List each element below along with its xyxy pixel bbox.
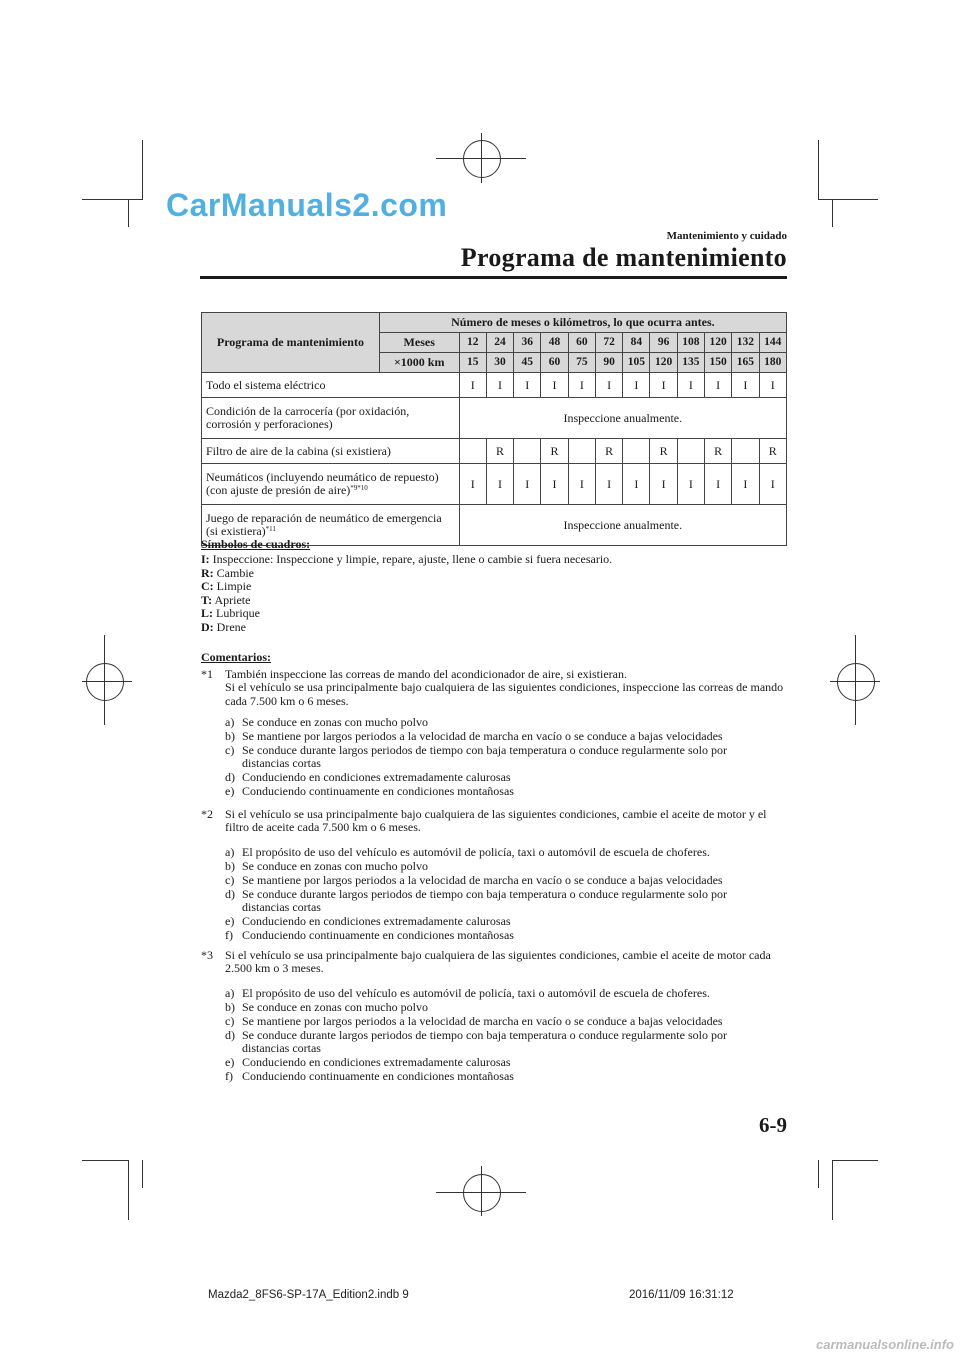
row-item-label: Todo el sistema eléctrico [202,373,460,398]
condition-item [225,716,775,729]
schedule-cell: I [541,373,568,398]
comment-text: Si el vehículo se usa principalmente bajo cualquiera de las siguientes condiciones, cambie el aceite de motor cada 2.500 km o 3 meses. [225,948,771,976]
schedule-cell: I [514,373,541,398]
schedule-cell: R [541,439,568,464]
condition-text: Se mantiene por largos periodos a la velocidad de marcha en vacío o se conduce a bajas velocidades [242,729,723,743]
row-item-label: Condición de la carrocería (por oxidación, corrosión y perforaciones) [202,398,460,439]
condition-key: f) [225,1069,233,1083]
condition-key: a) [225,715,235,729]
condition-text: Se conduce en zonas con mucho polvo [242,859,428,873]
condition-item [225,730,775,743]
condition-item [225,915,775,928]
month-cell: 36 [514,333,541,353]
comment-note [201,808,787,835]
condition-key: d) [225,770,235,784]
page-number: 6-9 [759,1113,787,1137]
month-cell: 108 [677,333,704,353]
comment-key: *1 [201,667,213,681]
month-cell: 48 [541,333,568,353]
symbol-item [201,607,612,621]
condition-key: b) [225,1000,235,1014]
symbol-key: R: [201,565,214,580]
month-cell: 132 [732,333,759,353]
schedule-cell [677,439,704,464]
month-cell: 24 [486,333,513,353]
schedule-cell: I [732,464,759,505]
condition-key: d) [225,887,235,901]
symbol-key: I: [201,552,210,566]
condition-text: Se mantiene por largos periodos a la velocidad de marcha en vacío o se conduce a bajas velocidades [242,1014,723,1028]
month-cell: 12 [459,333,486,353]
condition-text: El propósito de uso del vehículo es automóvil de policía, taxi o automóvil de escuela de choferes. [242,845,710,859]
condition-item [225,860,775,873]
schedule-cell: I [623,464,650,505]
schedule-cell: I [677,373,704,398]
comment-text: Si el vehículo se usa principalmente bajo cualquiera de las siguientes condiciones, cambie el aceite de motor y el filtro de aceite cada 7.500 km o 6 meses. [225,807,767,835]
schedule-cell: I [459,464,486,505]
condition-text: Se mantiene por largos periodos a la velocidad de marcha en vacío o se conduce a bajas velocidades [242,873,723,887]
condition-item [225,1070,775,1083]
condition-text: Se conduce en zonas con mucho polvo [242,715,428,729]
km-cell: 30 [486,353,513,373]
schedule-cell: I [677,464,704,505]
schedule-cell: I [623,373,650,398]
watermark-logo: CarManuals2.com [166,187,448,223]
schedule-cell: R [705,439,732,464]
condition-key: d) [225,1028,235,1042]
site-watermark: carmanualsonline.info [816,1337,954,1352]
symbol-key: D: [201,619,214,634]
condition-key: b) [225,729,235,743]
section-name: Mantenimiento y cuidado [666,230,787,242]
symbol-item [201,580,612,594]
month-cell: 144 [759,333,786,353]
footer-timestamp: 2016/11/09 16:31:12 [629,1289,734,1301]
schedule-cell: I [568,464,595,505]
condition-key: b) [225,859,235,873]
condition-key: e) [225,784,235,798]
comment-note [201,668,787,708]
schedule-cell: I [595,373,622,398]
schedule-cell [732,439,759,464]
row-span-note: Inspeccione anualmente. [459,505,786,546]
row-span-note: Inspeccione anualmente. [459,398,786,439]
table-row [202,439,787,464]
condition-item [225,1029,775,1056]
condition-item [225,744,775,771]
schedule-cell: I [732,373,759,398]
condition-item [225,771,775,784]
footnote-ref: *9*10 [350,484,368,492]
condition-item [225,929,775,942]
row-item-label: Neumáticos (incluyendo neumático de repuesto) (con ajuste de presión de aire)$^{*9*10}$ [202,464,460,505]
km-cell: 105 [623,353,650,373]
condition-text: Se conduce durante largos periodos de tiempo con baja temperatura o conduce regularmente solo por distancias cortas [242,887,727,915]
symbol-item [201,567,612,581]
comment-key: *2 [201,807,213,821]
schedule-cell: I [705,464,732,505]
schedule-cell: R [650,439,677,464]
km-cell: 75 [568,353,595,373]
condition-key: e) [225,1055,235,1069]
symbol-key: T: [201,592,213,607]
symbol-key: L: [201,606,213,621]
interval-group-header: Número de meses o kilómetros, lo que ocurra antes. [379,313,786,333]
condition-text: Se conduce durante largos periodos de tiempo con baja temperatura o conduce regularmente solo por distancias cortas [242,743,727,771]
table-row [202,464,787,505]
km-cell: 120 [650,353,677,373]
km-cell: 45 [514,353,541,373]
month-cell: 72 [595,333,622,353]
schedule-cell [568,439,595,464]
schedule-cell [514,439,541,464]
row-item-label: Juego de reparación de neumático de emergencia (si existiera)$^{*11}$ [202,505,460,546]
comment-text: También inspeccione las correas de mando del acondicionador de aire, si existieran. [225,667,627,681]
month-cell: 60 [568,333,595,353]
table-row [202,398,787,439]
condition-item [225,846,775,859]
symbol-key: C: [201,579,214,594]
table-row [202,373,787,398]
table-corner-label: Programa de mantenimiento [202,313,380,373]
schedule-cell: I [541,464,568,505]
schedule-cell: I [514,464,541,505]
schedule-cell: I [595,464,622,505]
condition-text: Conduciendo en condiciones extremadamente calurosas [242,770,511,784]
symbol-text: Inspeccione: Inspeccione y limpie, repare, ajuste, llene o cambie si fuera necesario. [212,552,613,566]
condition-key: c) [225,873,235,887]
km-cell: 60 [541,353,568,373]
symbol-item [201,553,612,567]
maintenance-table [201,312,787,546]
symbols-list [201,553,612,635]
row-item-label: Filtro de aire de la cabina (si existiera) [202,439,460,464]
title-divider [200,276,787,279]
condition-text: Se conduce en zonas con mucho polvo [242,1000,428,1014]
km-cell: 150 [705,353,732,373]
symbols-heading: Símbolos de cuadros: [201,537,311,551]
month-cell: 96 [650,333,677,353]
km-cell: 135 [677,353,704,373]
condition-text: Conduciendo continuamente en condiciones montañosas [242,1069,514,1083]
condition-text: Conduciendo continuamente en condiciones montañosas [242,928,514,942]
month-cell: 120 [705,333,732,353]
schedule-cell: I [568,373,595,398]
condition-text: Conduciendo en condiciones extremadamente calurosas [242,1055,511,1069]
comments-heading: Comentarios: [201,650,271,664]
condition-text: Conduciendo continuamente en condiciones montañosas [242,784,514,798]
month-cell: 84 [623,333,650,353]
symbol-item [201,594,612,608]
schedule-cell: I [486,464,513,505]
condition-key: c) [225,1014,235,1028]
schedule-cell: I [759,373,786,398]
schedule-cell: R [486,439,513,464]
symbol-text: Limpie [216,579,252,594]
schedule-cell: I [759,464,786,505]
condition-item [225,888,775,915]
comment-key: *3 [201,948,213,962]
schedule-cell [459,439,486,464]
schedule-cell: I [650,464,677,505]
comment-text: Si el vehículo se usa principalmente bajo cualquiera de las siguientes condiciones, inspeccione las correas de mando cada 7.500 km o 6 meses. [225,680,784,708]
schedule-cell: R [759,439,786,464]
condition-item [225,1001,775,1014]
symbol-item [201,621,612,635]
condition-text: Conduciendo en condiciones extremadamente calurosas [242,914,511,928]
km-cell: 165 [732,353,759,373]
symbol-text: Cambie [216,565,254,580]
condition-key: a) [225,986,235,1000]
page-title: Programa de mantenimiento [460,243,787,272]
comment-note [201,949,787,976]
km-cell: 15 [459,353,486,373]
symbol-text: Lubrique [216,606,260,621]
condition-item [225,874,775,887]
schedule-cell: R [595,439,622,464]
km-cell: 90 [595,353,622,373]
footnote-ref: *11 [265,525,276,533]
schedule-cell: I [486,373,513,398]
condition-item [225,1015,775,1028]
condition-key: e) [225,914,235,928]
condition-item [225,987,775,1000]
schedule-cell: I [459,373,486,398]
schedule-cell: I [650,373,677,398]
symbol-text: Apriete [214,592,251,607]
footer-filename: Mazda2_8FS6-SP-17A_Edition2.indb 9 [208,1289,409,1301]
condition-item [225,785,775,798]
schedule-cell [623,439,650,464]
condition-item [225,1056,775,1069]
condition-text: Se conduce durante largos periodos de tiempo con baja temperatura o conduce regularmente solo por distancias cortas [242,1028,727,1056]
condition-text: El propósito de uso del vehículo es automóvil de policía, taxi o automóvil de escuela de choferes. [242,986,710,1000]
condition-key: c) [225,743,235,757]
condition-key: a) [225,845,235,859]
km-label: ×1000 km [379,353,459,373]
symbol-text: Drene [216,619,246,634]
condition-key: f) [225,928,233,942]
table-header-row [202,313,787,333]
schedule-cell: I [705,373,732,398]
km-cell: 180 [759,353,786,373]
months-label: Meses [379,333,459,353]
